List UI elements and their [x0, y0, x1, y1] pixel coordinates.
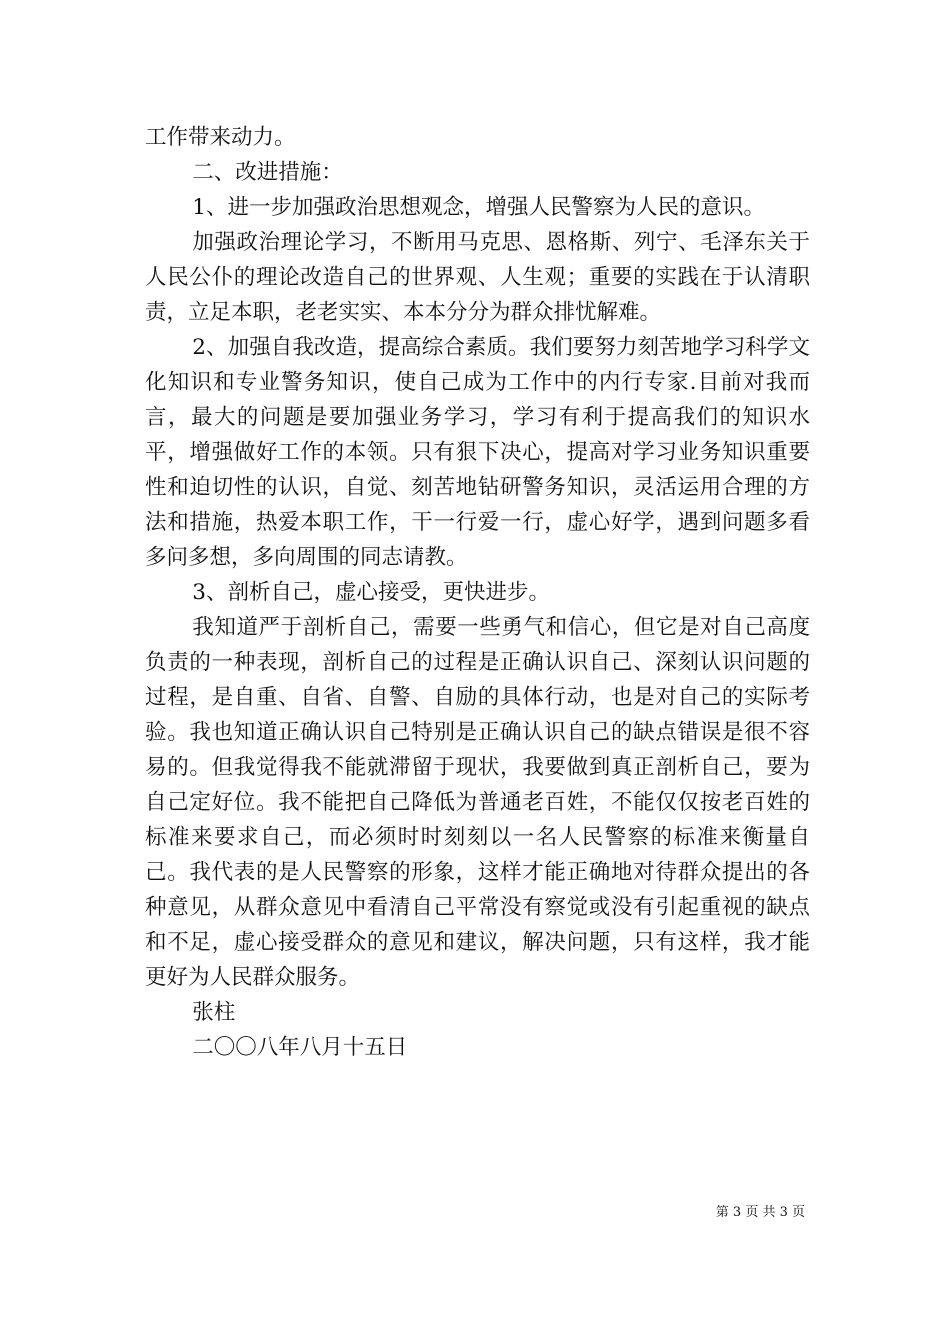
signature-name: 张柱: [192, 1000, 236, 1025]
section-heading-improvement-measures: 二、改进措施：: [192, 160, 343, 185]
page-number-footer: 第 3 页 共 3 页: [715, 1205, 805, 1220]
paragraph-political-study: 加强政治理论学习，不断用马克思、恩格斯、列宁、毛泽东关于人民公仆的理论改造自己的世界观、人生观；重要的实践在于认清职责，立足本职，老老实实、本本分分为群众排忧解难。: [145, 230, 810, 325]
paragraph-continuation: 工作带来动力。: [145, 125, 296, 150]
measure-2-paragraph: 2、加强自我改造，提高综合素质。我们要努力刻苦地学习科学文化知识和专业警务知识，使自己成为工作中的内行专家.目前对我而言，最大的问题是要加强业务学习，学习有利于提高我们的知识水平，增强做好工作的本领。只有狠下决心，提高对学习业务知识重要性和迫切性的认识，自觉、刻苦地钻研警务知识，灵活运用合理的方法和措施，热爱本职工作，干一行爱一行，虚心好学，遇到问题多看多问多想，多向周围的同志请教。: [145, 335, 810, 570]
document-body: [145, 120, 810, 1065]
measure-1-heading: 1、进一步加强政治思想观念，增强人民警察为人民的意识。: [192, 195, 765, 220]
measure-3-heading: 3、剖析自己，虚心接受，更快进步。: [192, 580, 550, 605]
signature-date: 二〇〇八年八月十五日: [192, 1035, 408, 1060]
paragraph-self-analysis: 我知道严于剖析自己，需要一些勇气和信心，但它是对自己高度负责的一种表现，剖析自己的过程是正确认识自己、深刻认识问题的过程，是自重、自省、自警、自励的具体行动，也是对自己的实际考验。我也知道正确认识自己特别是正确认识自己的缺点错误是很不容易的。但我觉得我不能就滞留于现状，我要做到真正剖析自己，要为自己定好位。我不能把自己降低为普通老百姓，不能仅仅按老百姓的标准来要求自己，而必须时时刻刻以一名人民警察的标准来衡量自己。我代表的是人民警察的形象，这样才能正确地对待群众提出的各种意见，从群众意见中看清自己平常没有察觉或没有引起重视的缺点和不足，虚心接受群众的意见和建议，解决问题，只有这样，我才能更好为人民群众服务。: [145, 615, 810, 990]
